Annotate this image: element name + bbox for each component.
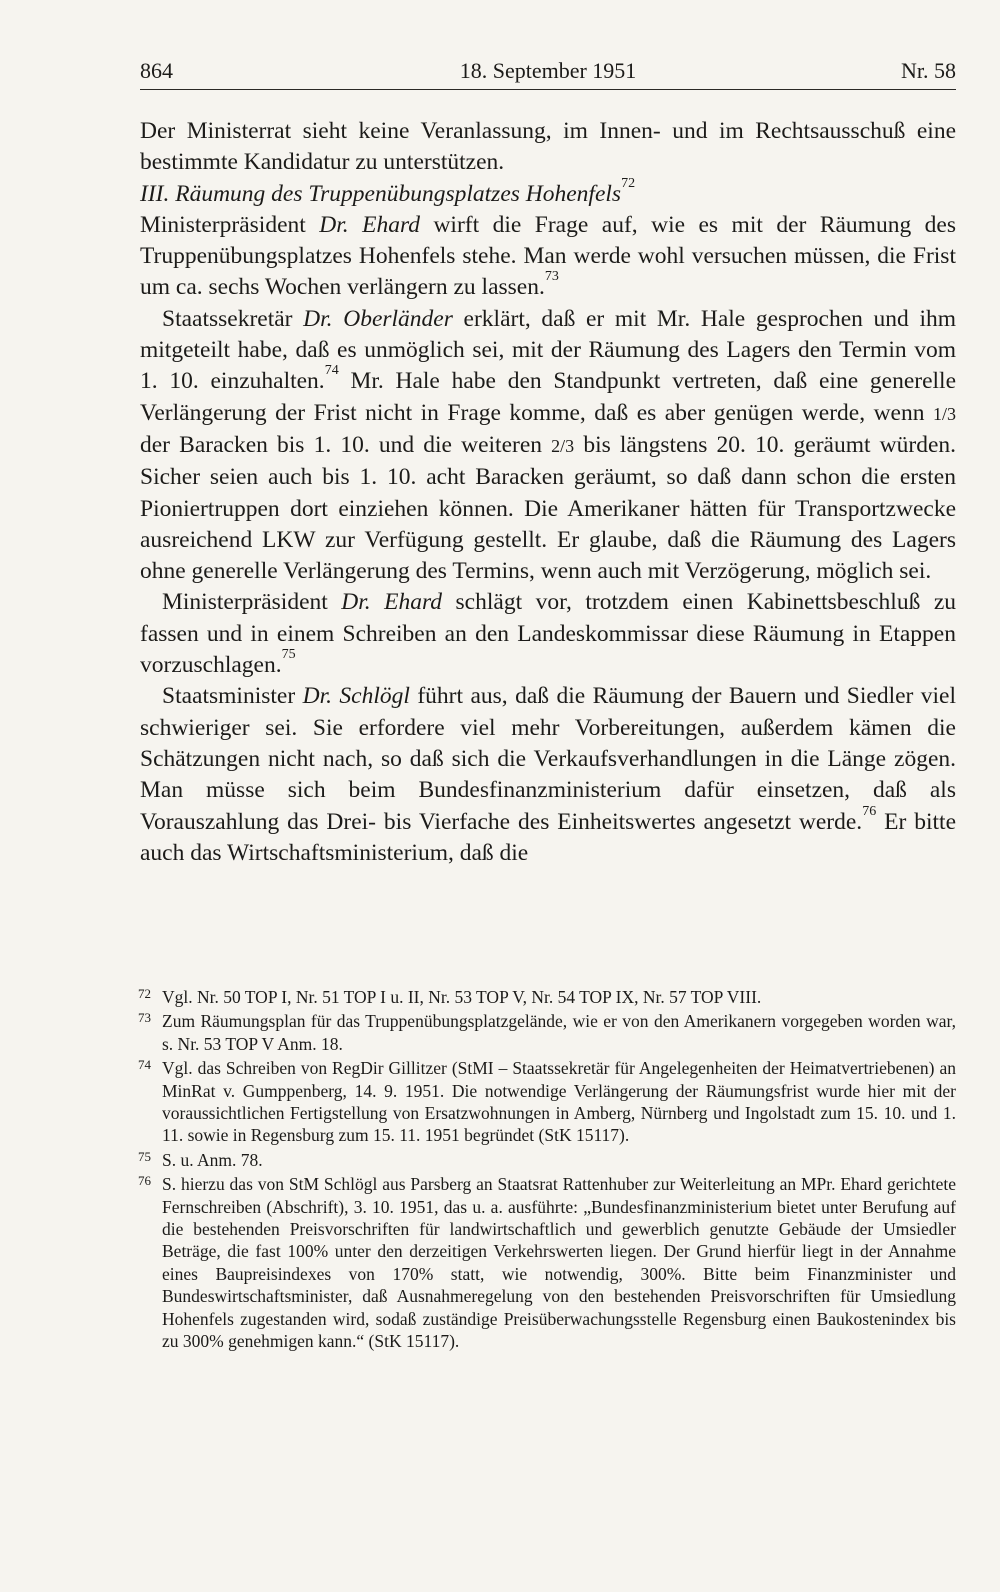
main-text: [140, 116, 956, 869]
footnote-number: 75: [138, 1148, 151, 1164]
paragraph-1-text: Der Ministerrat sieht keine Veranlassung, im Innen- und im Rechtsausschuß eine bestimmte Kandidatur zu unterstützen.: [140, 118, 956, 176]
speaker-title: Dr.: [303, 305, 333, 332]
speaker-title: Dr.: [341, 589, 371, 616]
speaker-role: Ministerpräsident: [140, 211, 320, 238]
speaker-name: Schlögl: [339, 683, 410, 710]
speaker-name: Ehard: [384, 589, 443, 616]
paragraph-2-text: wirft die Frage auf, wie es mit der Räumung des Truppenübungsplatzes Hohenfels stehe. Man werde wohl versuchen müssen, die Frist um ca. sechs Wochen verlängern zu lassen.: [140, 211, 956, 301]
paragraph-3-text-cont: Mr. Hale habe den Standpunkt vertreten, daß eine generelle Verlängerung der Frist nicht in Frage komme, daß es aber genügen werde, wenn: [140, 368, 956, 426]
paragraph-5-text-cont: Er bitte auch das Wirtschaftsministerium, daß die: [140, 808, 956, 866]
footnote-ref-73: 73: [544, 269, 559, 285]
paragraph-2: [140, 210, 956, 304]
header-rule: [140, 89, 956, 90]
footnote-ref-72: 72: [621, 175, 636, 191]
header-date: 18. September 1951: [459, 58, 637, 83]
footnotes: [140, 986, 956, 1355]
speaker-title: Dr.: [319, 211, 349, 238]
footnote-number: 72: [138, 986, 151, 1001]
speaker-name: Ehard: [362, 211, 420, 238]
paragraph-3-text-cont: bis längstens 20. 10. geräumt würden. Sicher seien auch bis 1. 10. acht Baracken geräumt, so daß dann schon die ersten Pioniertruppen dort einziehen können. Die Amerikaner hätten für Transportzwecke ausreichend LKW zur Verfügung gestellt. Er glaube, daß die Räumung des Lagers ohne generelle Verlängerung des Termins, wenn auch mit Verzögerung, möglich sei.: [140, 431, 957, 585]
paragraph-3-text: erklärt, daß er mit Mr. Hale gesprochen und ihm mitgeteilt habe, daß es unmöglich sei, mit der Räumung des Lagers den Termin vom 1. 10. einzuhalten.: [140, 305, 957, 395]
fraction-two-thirds: 2/3: [551, 435, 575, 456]
footnote-text: Vgl. das Schreiben von RegDir Gillitzer (StMI – Staatssekretär für Angelegenheiten der Heimatvertriebenen) an MinRat v. Gumppenberg, 14. 9. 1951. Die notwendige Verlängerung der Räumungsfrist wurde hier mit der voraussichtlichen Fertigstellung von Ersatzwohnungen in Amberg, Nürnberg und Ingolstadt zum 15. 10. und 1. 11. sowie in Regensburg zum 15. 11. 1951 begründet (StK 15117).: [162, 1058, 956, 1146]
paragraph-4: [140, 587, 956, 681]
footnote: [140, 1010, 956, 1055]
paragraph-5: [140, 681, 956, 869]
footnote-ref-75: 75: [281, 647, 296, 663]
section-heading-text: III. Räumung des Truppenübungsplatzes Hohenfels: [140, 180, 622, 207]
fraction-one-third: 1/3: [932, 403, 956, 424]
document-number: Nr. 58: [901, 58, 956, 83]
footnote: [140, 1173, 956, 1352]
footnote-number: 76: [138, 1173, 151, 1189]
paragraph-3: [140, 304, 956, 588]
speaker-role: Ministerpräsident: [162, 589, 342, 616]
footnote: [140, 1057, 956, 1147]
footnote: [140, 1149, 956, 1171]
section-heading: [140, 175, 956, 210]
footnote-number: 74: [138, 1057, 151, 1073]
speaker-name: Oberländer: [343, 305, 453, 332]
paragraph-3-text-cont: der Baracken bis 1. 10. und die weiteren: [140, 431, 552, 458]
speaker-role: Staatsminister: [162, 683, 303, 710]
page-header: [140, 54, 956, 88]
speaker-role: Staatssekretär: [162, 305, 304, 332]
footnote-ref-74: 74: [324, 363, 339, 379]
page-number: 864: [140, 58, 173, 83]
footnote-text: S. u. Anm. 78.: [162, 1149, 263, 1170]
footnote-ref-76: 76: [862, 803, 877, 819]
footnote-text: S. hierzu das von StM Schlögl aus Parsberg an Staatsrat Rattenhuber zur Weiterleitung an MPr. Ehard gerichtete Fernschreiben (Abschrift), 3. 10. 1951, das u. a. ausführte: „Bundesfinanzministerium bietet unter Berufung auf die bestehenden Preisvorschriften für landwirtschaftlich und gewerblich genutzte Gebäude der Umsiedler Beträge, die fast 100% unter den derzeitigen Verkehrswerten liegen. Der Grund hierfür liegt in der Annahme eines Baupreisindexes von 170% statt, wie notwendig, 300%. Bitte beim Finanzminister und Bundeswirtschaftsminister, daß Ausnahmeregelung von den bestehenden Preisvorschriften für Umsiedlung Hohenfels zugestanden wird, sodaß zuständige Preisüberwachungsstelle Regensburg einen Baukostenindex bis zu 300% genehmigen kann.“ (StK 15117).: [162, 1174, 956, 1352]
paragraph-1: [140, 116, 956, 179]
footnote-number: 73: [138, 1010, 151, 1026]
footnote-text: Zum Räumungsplan für das Truppenübungsplatzgelände, wie er von den Amerikanern vorgegeben worden war, s. Nr. 53 TOP V Anm. 18.: [162, 1011, 956, 1054]
footnote-text: Vgl. Nr. 50 TOP I, Nr. 51 TOP I u. II, Nr. 53 TOP V, Nr. 54 TOP IX, Nr. 57 TOP VIII.: [162, 987, 762, 1007]
paragraph-4-text: schlägt vor, trotzdem einen Kabinettsbeschluß zu fassen und in einem Schreiben an den Landeskommissar diese Räumung in Etappen vorzuschlagen.: [140, 589, 956, 679]
paragraph-5-text: führt aus, daß die Räumung der Bauern und Siedler viel schwieriger sei. Sie erfordere viel mehr Vorbereitungen, außerdem kämen die Schätzungen nicht nach, so daß sich die Verkaufsverhandlungen in die Länge zögen. Man müsse sich beim Bundesfinanzministerium dafür einsetzen, daß als Vorauszahlung das Drei- bis Vierfache des Einheitswertes angesetzt werde.: [140, 683, 957, 835]
speaker-title: Dr.: [302, 683, 332, 710]
footnote: [140, 986, 956, 1008]
